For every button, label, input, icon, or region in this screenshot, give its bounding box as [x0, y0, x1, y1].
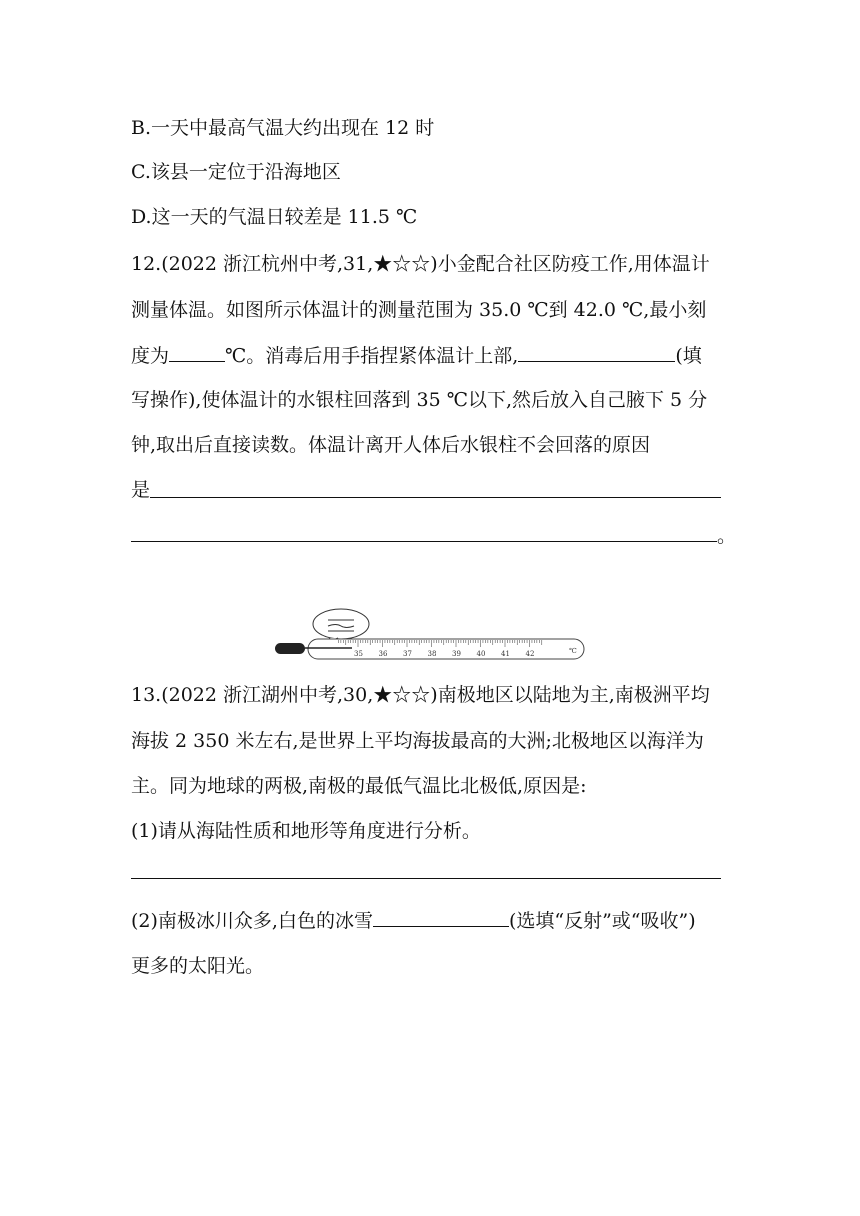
q12-line3: [131, 343, 702, 368]
scale-label: 40: [476, 650, 486, 658]
answer-line-reason-2[interactable]: [131, 541, 717, 542]
scale-label: 41: [501, 650, 510, 658]
q13-part2: [131, 908, 696, 933]
scale-label: 36: [378, 650, 388, 658]
thermometer-figure: [272, 607, 590, 663]
scale-label: 39: [452, 650, 461, 658]
q12-line2: 测量体温。如图所示体温计的测量范围为 35.0 ℃到 42.0 ℃,最小刻: [131, 299, 707, 321]
q12-line6-text: 是: [131, 479, 151, 501]
q12-line4: 写操作),使体温计的水银柱回落到 35 ℃以下,然后放入自己腋下 5 分: [131, 389, 708, 411]
option-b: B.一天中最高气温大约出现在 12 时: [131, 117, 435, 139]
scale-label: 35: [354, 650, 363, 658]
scale-label: 37: [403, 650, 412, 658]
option-c: C.该县一定位于沿海地区: [131, 161, 341, 183]
q12-line3-text-c: (填: [675, 345, 702, 367]
answer-blank-min-scale[interactable]: [169, 343, 225, 362]
mercury-bulb: [275, 643, 305, 654]
answer-blank-operation[interactable]: [518, 343, 675, 362]
magnifier-bubble: [313, 609, 369, 639]
q13-part1: (1)请从海陆性质和地形等角度进行分析。: [131, 820, 481, 842]
q12-line3-text-b: ℃。消毒后用手指捏紧体温计上部,: [225, 345, 519, 367]
answer-line-analysis[interactable]: [131, 878, 721, 879]
q13-part2-text-a: (2)南极冰川众多,白色的冰雪: [131, 910, 373, 932]
answer-blank-reflect-absorb[interactable]: [373, 908, 509, 927]
q12-line3-text-a: 度为: [131, 345, 170, 367]
q12-line6: [131, 478, 150, 502]
q13-part2-text-b: (选填“反射”或“吸收”): [508, 910, 696, 932]
answer-line-reason-1[interactable]: [150, 497, 721, 498]
q13-part2-cont: 更多的太阳光。: [131, 955, 265, 977]
option-d: D.这一天的气温日较差是 11.5 ℃: [131, 206, 418, 228]
q12-line5: 钟,取出后直接读数。体温计离开人体后水银柱不会回落的原因: [131, 434, 651, 456]
q13-line1: 13.(2022 浙江湖州中考,30,★☆☆)南极地区以陆地为主,南极洲平均: [131, 684, 710, 706]
end-period: 。: [717, 525, 737, 547]
q13-line2: 海拔 2 350 米左右,是世界上平均海拔最高的大洲;北极地区以海洋为: [131, 730, 704, 752]
q12-line1: 12.(2022 浙江杭州中考,31,★☆☆)小金配合社区防疫工作,用体温计: [131, 253, 710, 275]
scale-label: 42: [525, 650, 535, 658]
scale-label: 38: [427, 650, 437, 658]
scale-unit: ℃: [569, 647, 577, 655]
q13-line3: 主。同为地球的两极,南极的最低气温比北极低,原因是:: [131, 775, 587, 797]
